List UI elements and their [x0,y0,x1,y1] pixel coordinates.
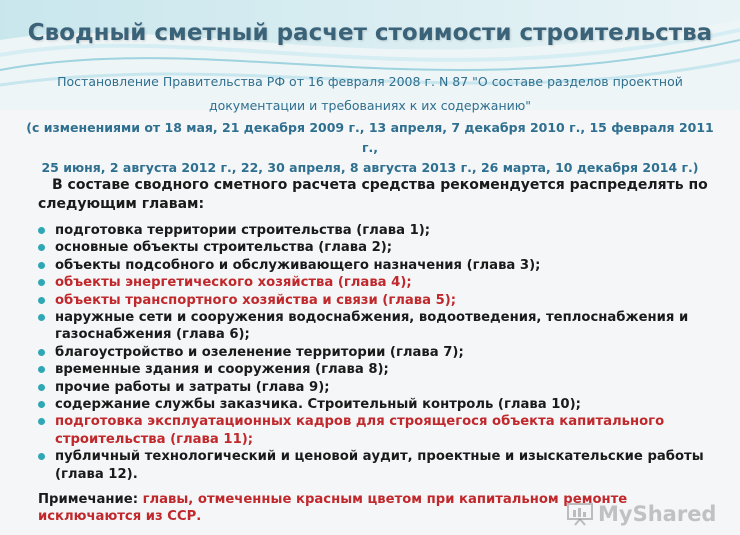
list-item [38,344,718,361]
bullet-icon [38,227,45,234]
list-item [38,292,718,309]
footnote-text: главы, отмеченные красным цветом при капитальном ремонте исключаются из ССР. [38,492,628,525]
bullet-icon [38,297,45,304]
intro-text: В составе сводного сметного расчета средства рекомендуется распределять по следующим главам: [38,177,708,212]
list-item-text: содержание службы заказчика. Строительный контроль (глава 10); [55,397,581,413]
list-item [38,379,718,396]
amendments-line: 25 июня, 2 августа 2012 г., 22, 30 апреля, 8 августа 2013 г., 26 марта, 10 декабря 2014 г.) [41,160,699,175]
list-item [38,396,718,413]
amendments-line: (с изменениями от 18 мая, 21 декабря 2009 г., 13 апреля, 7 декабря 2010 г., 15 февраля 2011 г., [26,120,714,155]
list-item [38,222,718,239]
list-item-text: наружные сети и сооружения водоснабжения, водоотведения, теплоснабжения и газоснабжения (глава 6); [55,310,689,343]
list-item-text: прочие работы и затраты (глава 9); [55,379,330,395]
decree-line: документации и требованиях к их содержанию" [208,98,532,113]
list-item-text: подготовка эксплуатационных кадров для строящегося объекта капитального строительства (глава 11); [55,414,665,447]
bullet-icon [38,244,45,251]
decree-line: Постановление Правительства РФ от 16 февраля 2008 г. N 87 "О составе разделов проектной [57,74,683,89]
decree-reference [30,70,710,118]
bullet-icon [38,279,45,286]
list-item-text: временные здания и сооружения (глава 8); [55,362,389,378]
list-item-text: объекты подсобного и обслуживающего назначения (глава 3); [55,257,541,273]
list-item [38,413,718,448]
bullet-icon [38,349,45,356]
list-item-text: объекты транспортного хозяйства и связи (глава 5); [55,292,457,308]
watermark-text: MyShared [598,502,717,526]
list-item [38,448,718,483]
list-item [38,257,718,274]
bullet-icon [38,384,45,391]
list-item-text: основные объекты строительства (глава 2); [55,240,393,256]
list-item [38,309,718,344]
bullet-icon [38,314,45,321]
list-item-text: благоустройство и озеленение территории (глава 7); [55,344,464,360]
bullet-icon [38,418,45,425]
watermark [566,500,726,528]
bullet-icon [38,262,45,269]
bullet-icon [38,401,45,408]
chapters-list [38,222,718,483]
page-title: Сводный сметный расчет стоимости строительства [27,20,713,46]
bullet-icon [38,366,45,373]
list-item [38,361,718,378]
list-item [38,239,718,256]
list-item-text: подготовка территории строительства (глава 1); [55,223,431,238]
amendments-note [20,118,720,178]
presentation-board-icon [566,502,594,526]
list-item [38,274,718,291]
list-item-text: объекты энергетического хозяйства (глава 4); [55,275,412,291]
bullet-icon [38,453,45,460]
list-item-text: публичный технологический и ценовой аудит, проектные и изыскательские работы (глава 12). [55,449,704,482]
footnote-label: Примечание: [38,492,143,507]
